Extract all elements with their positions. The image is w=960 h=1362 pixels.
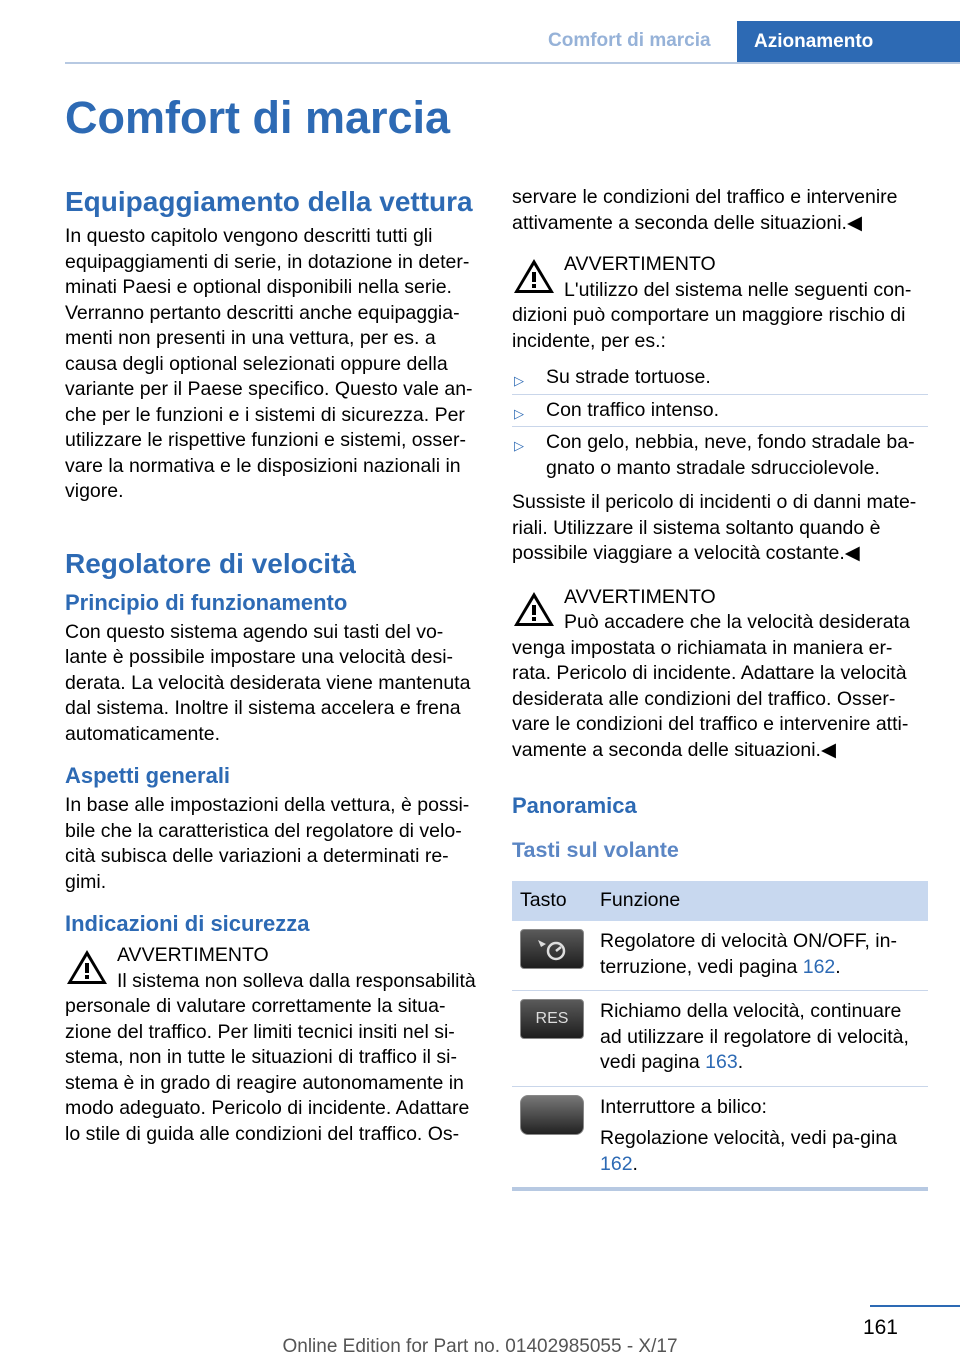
header-section-label: Comfort di marcia	[548, 30, 711, 51]
warning-title: AVVERTIMENTO	[117, 944, 269, 966]
heading-aspetti: Aspetti generali	[65, 763, 231, 788]
left-column	[65, 185, 481, 1147]
page-link[interactable]: 162	[802, 955, 836, 978]
table-header-row	[512, 881, 928, 921]
table-row: Regolatore di velocità ON/OFF, in‐terruzione, vedi pagina 162.	[512, 921, 928, 991]
footer-edition: Online Edition for Part no. 01402985055 - X/17	[282, 1336, 678, 1357]
res-key-icon: RES	[520, 999, 584, 1039]
header-chapter-tab: Azionamento	[737, 21, 960, 62]
page-link[interactable]: 163	[705, 1051, 738, 1073]
col-header-function: Funzione	[592, 881, 928, 921]
triangle-bullet-icon: ▷	[514, 405, 524, 421]
heading-sicurezza: Indicazioni di sicurezza	[65, 911, 310, 936]
list-item: ▷ Con gelo, nebbia, neve, fondo stradale ba‐gnato o manto stradale sdrucciolevole.	[514, 431, 915, 479]
page-number: 161	[862, 1316, 898, 1339]
page-link[interactable]: 162	[600, 1152, 633, 1175]
warning-title: AVVERTIMENTO	[564, 585, 716, 608]
heading-tasti: Tasti sul volante	[512, 838, 679, 862]
page-title: Comfort di marcia	[65, 92, 451, 143]
footer-rule	[870, 1305, 960, 1307]
warning-block	[512, 585, 928, 764]
bullet-list	[512, 362, 928, 484]
table-row: Interruttore a bilico: Regolazione velocità, vedi pa‐gina 162.	[512, 1086, 928, 1189]
heading-panoramica: Panoramica	[512, 793, 637, 818]
list-item: ▷ Con traffico intenso.	[512, 395, 928, 428]
cruise-onoff-key-icon	[520, 929, 584, 969]
triangle-bullet-icon: ▷	[514, 438, 524, 453]
paragraph-equipaggiamento: In questo capitolo vengono descritti tutti gli equipaggiamenti di serie, in dotazione in deter‐minati Paesi e optional disponibili nella serie. Verranno pertanto descritti anche equipaggia‐menti non presenti in una vettura, per es. a causa degli optional selezionati oppure della variante per il Paese specifico. Questo vale an‐che per le funzioni e i sistemi di sicurezza. Per utilizzare le rispettive funzioni e sistemi, osser‐vare la normativa e le disposizioni nazionali in vigore.	[65, 225, 473, 502]
paragraph-risk: Sussiste il pericolo di incidenti o di danni mate‐riali. Utilizzare il sistema soltanto quando è possibile viaggiare a velocità costante.◀	[512, 491, 917, 564]
right-column	[512, 185, 928, 1191]
heading-principio: Principio di funzionamento	[65, 589, 348, 615]
triangle-bullet-icon: ▷	[514, 373, 524, 388]
col-header-key: Tasto	[512, 881, 592, 921]
warning-icon	[65, 947, 109, 987]
warning-block	[65, 943, 481, 1147]
warning-text: Il sistema non solleva dalla responsabilità personale di valutare correttamente la situa‐zione del traffico. Per limiti tecnici insiti nel si‐stema, non in tutte le situazioni di traffico il si‐stema è in grado di reagire autonomamente in modo adeguato. Pericolo di incidente. Adattare lo stile di guida alle condizioni del traffico. Os‐	[65, 969, 476, 1145]
heading-equipaggiamento: Equipaggiamento della vettura	[65, 186, 473, 217]
keys-table	[512, 881, 928, 1191]
rocker-switch-icon	[520, 1095, 584, 1135]
paragraph-continued: servare le condizioni del traffico e intervenire attivamente a seconda delle situazioni.◀	[512, 186, 898, 234]
header-rule	[65, 62, 960, 64]
table-row: RES Richiamo della velocità, continuare ad utilizzare il regolatore di velocità, vedi pagina 163.	[512, 991, 928, 1087]
warning-title: AVVERTIMENTO	[564, 253, 716, 275]
paragraph-aspetti: In base alle impostazioni della vettura, è possi‐bile che la caratteristica del regolatore di velo‐cità subisca delle variazioni a determinati re‐gimi.	[65, 794, 470, 893]
warning-block	[512, 252, 928, 354]
heading-regolatore: Regolatore di velocità	[65, 547, 356, 579]
warning-text: Può accadere che la velocità desiderata venga impostata o richiamata in maniera er‐rata. Pericolo di incidente. Adattare la velocità desiderata alle condizioni del traffico. Osser‐vare le condizioni del traffico e intervenire atti‐vamente a seconda delle situazioni.◀	[512, 611, 910, 761]
paragraph-principio: Con questo sistema agendo sui tasti del vo‐lante è possibile impostare una velocità desi‐derata. La velocità desiderata viene mantenuta dal sistema. Inoltre il sistema accelera e frena automaticamente.	[65, 620, 471, 745]
warning-icon	[512, 589, 556, 629]
list-item: ▷ Su strade tortuose.	[512, 362, 928, 395]
warning-text: L'utilizzo del sistema nelle seguenti con‐dizioni può comportare un maggiore rischio di incidente, per es.:	[512, 278, 912, 352]
warning-icon	[512, 256, 556, 296]
